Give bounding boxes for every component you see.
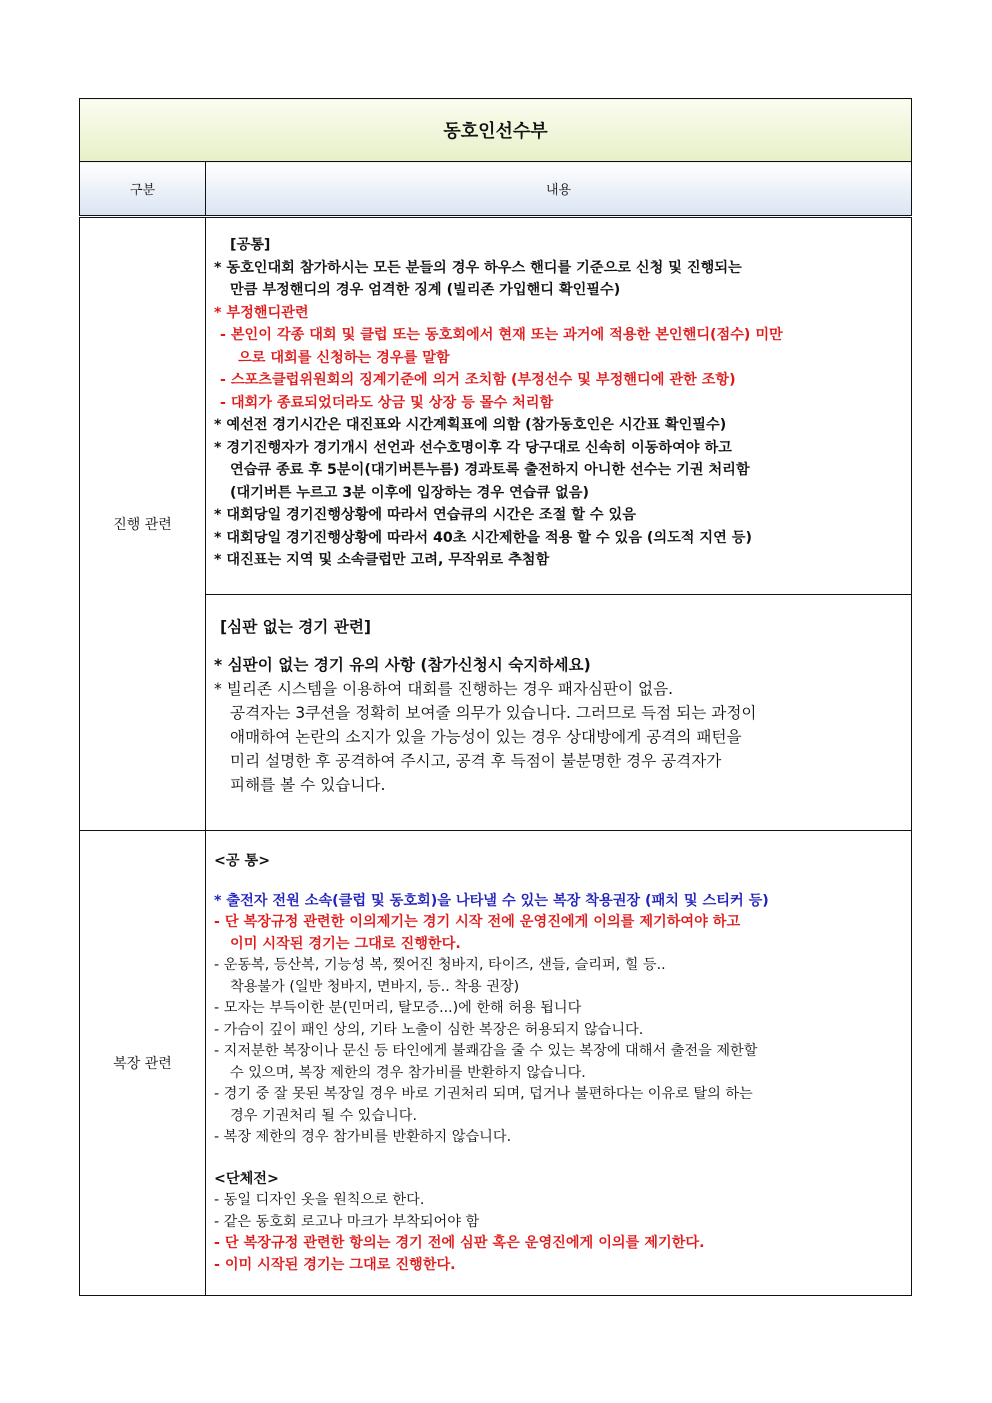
rule-line: - 모자는 부득이한 분(민머리, 탈모증...)에 한해 허용 됩니다 [214,1000,582,1016]
rule-line: * 예선전 경기시간은 대진표와 시간계획표에 의함 (참가동호인은 시간표 확인필수) [214,417,727,433]
dress-section [206,831,912,1296]
spacer [214,873,905,891]
rule-line: - 복장 제한의 경우 참가비를 반환하지 않습니다. [214,1129,512,1145]
section-heading: <공 통> [214,853,271,869]
rule-line: * 대회당일 경기진행상황에 따라서 연습큐의 시간은 조절 할 수 있음 [214,507,636,523]
rule-line: * 대회당일 경기진행상황에 따라서 40초 시간제한을 적용 할 수 있음 (의도적 지연 등) [214,529,752,546]
rule-line: - 운동복, 등산복, 기능성 복, 찢어진 청바지, 타이즈, 샌들, 슬리퍼, 힐 등.. [214,957,666,973]
rule-line: - 동일 디자인 옷을 원칙으로 한다. [214,1192,425,1208]
spacer [214,1149,905,1169]
rule-line: 만큼 부정핸디의 경우 엄격한 징계 (빌리존 가입핸디 확인필수) [230,282,621,298]
rule-line: - 같은 동호회 로고나 마크가 부착되어야 함 [214,1213,480,1230]
rule-line: - 단 복장규정 관련한 항의는 경기 전에 심판 혹은 운영진에게 이의를 제기한다. [214,1235,705,1251]
category-dress: 복장 관련 [80,831,206,1296]
rule-line: - 대회가 종료되었더라도 상금 및 상장 등 몰수 처리함 [220,394,554,411]
rules-sheet [79,98,912,1296]
spacer [214,639,905,653]
rule-line: - 경기 중 잘 못된 복장일 경우 바로 기권처리 되며, 덥거나 불편하다는 이유로 탈의 하는 [214,1086,753,1102]
rule-line: 착용불가 (일반 청바지, 면바지, 등.. 착용 권장) [230,978,520,995]
referee-section [206,594,912,830]
rule-line: 경우 기권처리 될 수 있습니다. [230,1107,418,1124]
rule-line: - 지저분한 복장이나 문신 등 타인에게 불쾌감을 줄 수 있는 복장에 대해서 출전을 제한할 [214,1043,758,1059]
header-category: 구분 [80,162,206,217]
rule-line: 애매하여 논란의 소지가 있을 가능성이 있는 경우 상대방에게 공격의 패턴을 [230,727,742,746]
rule-line: 피해를 볼 수 있습니다. [230,775,386,794]
progress-common-section [206,217,912,595]
section-heading: [심판 없는 경기 관련] [220,617,372,636]
rule-line: - 본인이 각종 대회 및 클럽 또는 동호회에서 현재 또는 과거에 적용한 본인핸디(점수) 미만 [220,327,783,343]
rule-line: 으로 대회를 신청하는 경우를 말함 [238,349,450,366]
rule-line: - 단 복장규정 관련한 이의제기는 경기 시작 전에 운영진에게 이의를 제기하여야 하고 [214,914,741,930]
rule-line: * 경기진행자가 경기개시 선언과 선수호명이후 각 당구대로 신속히 이동하여야 하고 [214,439,732,456]
rule-line: (대기버튼 누르고 3분 이후에 입장하는 경우 연습큐 없음) [230,484,589,501]
category-progress: 진행 관련 [80,217,206,831]
rule-line: 미리 설명한 후 공격하여 주시고, 공격 후 득점이 불분명한 경우 공격자가 [230,751,722,770]
rule-line: * 심판이 없는 경기 유의 사항 (참가신청시 숙지하세요) [214,655,591,674]
rule-line: - 가슴이 깊이 패인 상의, 기타 노출이 심한 복장은 허용되지 않습니다. [214,1021,644,1038]
section-heading: <단체전> [214,1170,279,1187]
rule-line: * 동호인대회 참가하시는 모든 분들의 경우 하우스 핸디를 기준으로 신청 및 진행되는 [214,259,742,276]
rule-line: 수 있으며, 복장 제한의 경우 참가비를 반환하지 않습니다. [230,1064,586,1081]
rule-line: * 빌리존 시스템을 이용하여 대회를 진행하는 경우 패자심판이 없음. [214,679,674,698]
rules-table [79,98,912,1296]
rule-line: * 대진표는 지역 및 소속클럽만 고려, 무작위로 추첨함 [214,552,550,568]
rule-line: 공격자는 3쿠션을 정확히 보여줄 의무가 있습니다. 그러므로 득점 되는 과정이 [230,703,757,722]
rule-line: 연습큐 종료 후 5분이(대기버튼누름) 경과토록 출전하지 아니한 선수는 기권 처리함 [230,462,750,478]
table-title: 동호인선수부 [80,99,912,162]
rule-line: * 부정핸디관련 [214,304,309,321]
rule-line: 이미 시작된 경기는 그대로 진행한다. [230,935,461,952]
rule-line: - 이미 시작된 경기는 그대로 진행한다. [214,1256,456,1273]
section-heading: [공통] [230,237,271,253]
header-content: 내용 [206,162,912,217]
rule-line: * 출전자 전원 소속(클럽 및 동호회)을 나타낼 수 있는 복장 착용권장 (패치 및 스티커 등) [214,892,769,909]
rule-line: - 스포츠클럽위원회의 징계기준에 의거 조치함 (부정선수 및 부정핸디에 관한 조항) [220,372,736,388]
